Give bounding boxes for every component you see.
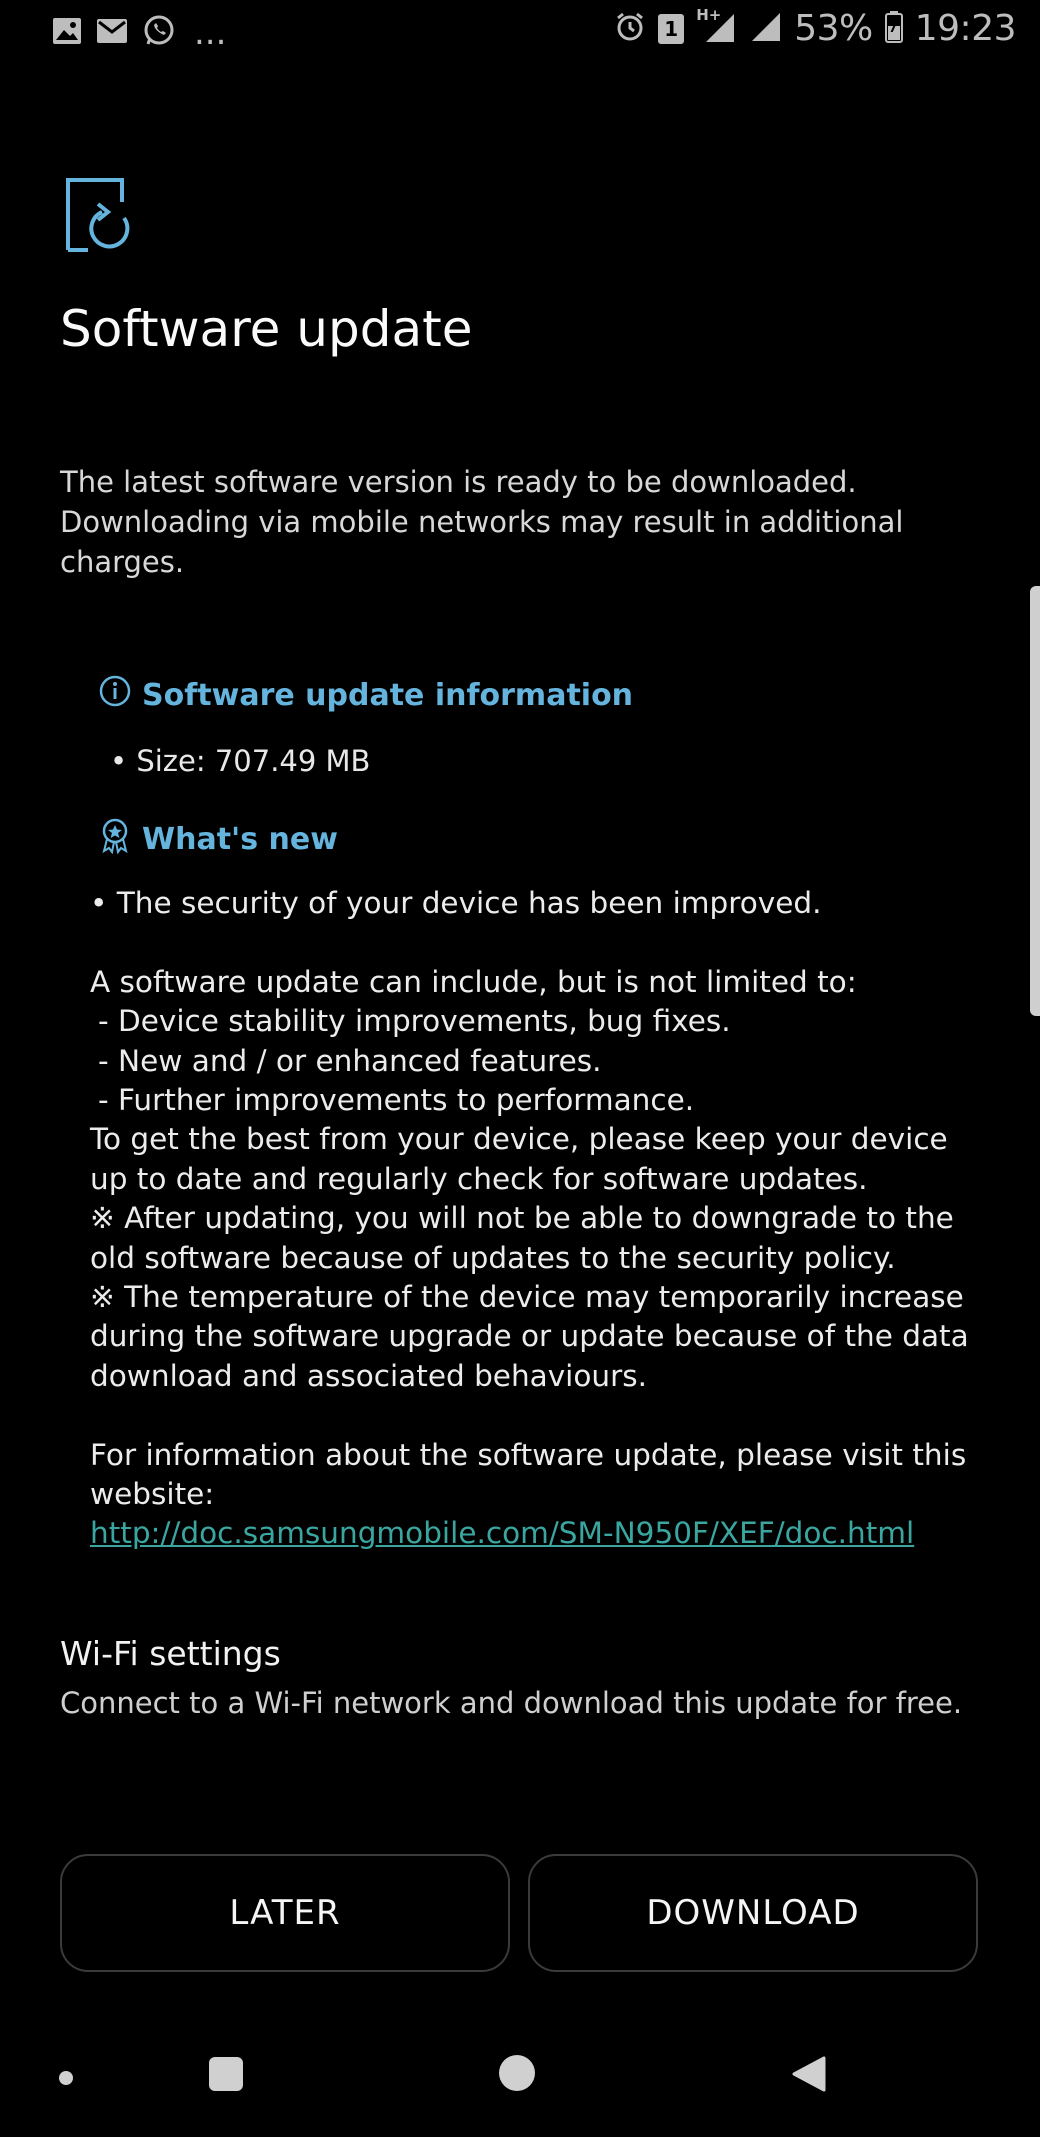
documentation-link[interactable]: http://doc.samsungmobile.com/SM-N950F/XEF/doc.html xyxy=(90,1516,915,1551)
system-indicators xyxy=(614,5,1016,49)
back-icon[interactable] xyxy=(790,2056,826,2096)
note-line: - Further improvements to performance. xyxy=(98,1083,695,1118)
notification-icons xyxy=(52,14,226,52)
software-update-icon xyxy=(64,176,136,260)
note-line: To get the best from your device, please keep your device up to date and regularly check for software updates. xyxy=(90,1122,948,1196)
home-icon[interactable] xyxy=(498,2054,536,2096)
whats-new-label: What's new xyxy=(142,821,338,857)
update-size: • Size: 707.49 MB xyxy=(110,744,371,778)
whats-new-heading xyxy=(98,816,338,862)
note-line: ※ The temperature of the device may temporarily increase during the software upgrade or update because of the data download and associated behaviours. xyxy=(90,1280,969,1393)
mail-icon xyxy=(96,18,128,48)
alarm-icon xyxy=(614,11,646,47)
battery-small-label: 7 xyxy=(888,20,898,35)
whats-new-notes xyxy=(90,884,970,1554)
intro-text: The latest software version is ready to be downloaded. Downloading via mobile networks may result in additional charges. xyxy=(60,465,904,579)
battery-percent: 53% xyxy=(794,8,873,49)
scrollbar[interactable] xyxy=(1030,586,1040,1016)
info-heading-label: Software update information xyxy=(142,677,634,713)
nav-dot-icon[interactable] xyxy=(58,2070,74,2090)
signal-icon xyxy=(748,11,782,47)
note-line: A software update can include, but is not limited to: xyxy=(90,964,857,999)
status-bar xyxy=(0,0,1040,64)
badge-icon xyxy=(98,816,132,862)
later-button[interactable]: LATER xyxy=(60,1854,510,1972)
wifi-settings-description[interactable]: Connect to a Wi-Fi network and download this update for free. xyxy=(60,1686,963,1720)
note-line: • The security of your device has been improved. xyxy=(90,886,822,920)
info-icon xyxy=(98,674,132,716)
note-line: - Device stability improvements, bug fixes. xyxy=(98,1004,731,1039)
whatsapp-icon xyxy=(142,14,176,52)
recent-apps-icon[interactable] xyxy=(208,2056,244,2096)
network-type-label: H+ xyxy=(696,5,722,24)
battery-icon xyxy=(885,11,903,47)
note-line: - New and / or enhanced features. xyxy=(98,1043,602,1078)
note-line: For information about the software update, please visit this website: xyxy=(90,1437,967,1512)
note-line: ※ After updating, you will not be able to downgrade to the old software because of updates to the security policy. xyxy=(90,1201,954,1275)
more-notifications: ... xyxy=(194,13,227,53)
signal-h-plus-icon xyxy=(696,5,736,48)
gallery-icon xyxy=(52,17,82,49)
wifi-settings-title[interactable]: Wi-Fi settings xyxy=(60,1634,281,1673)
navigation-bar xyxy=(0,2040,1040,2137)
download-button[interactable]: DOWNLOAD xyxy=(528,1854,978,1972)
clock: 19:23 xyxy=(914,8,1016,49)
software-update-information-heading xyxy=(98,674,633,716)
page-title: Software update xyxy=(60,300,473,358)
sim-badge: 1 xyxy=(658,14,684,44)
